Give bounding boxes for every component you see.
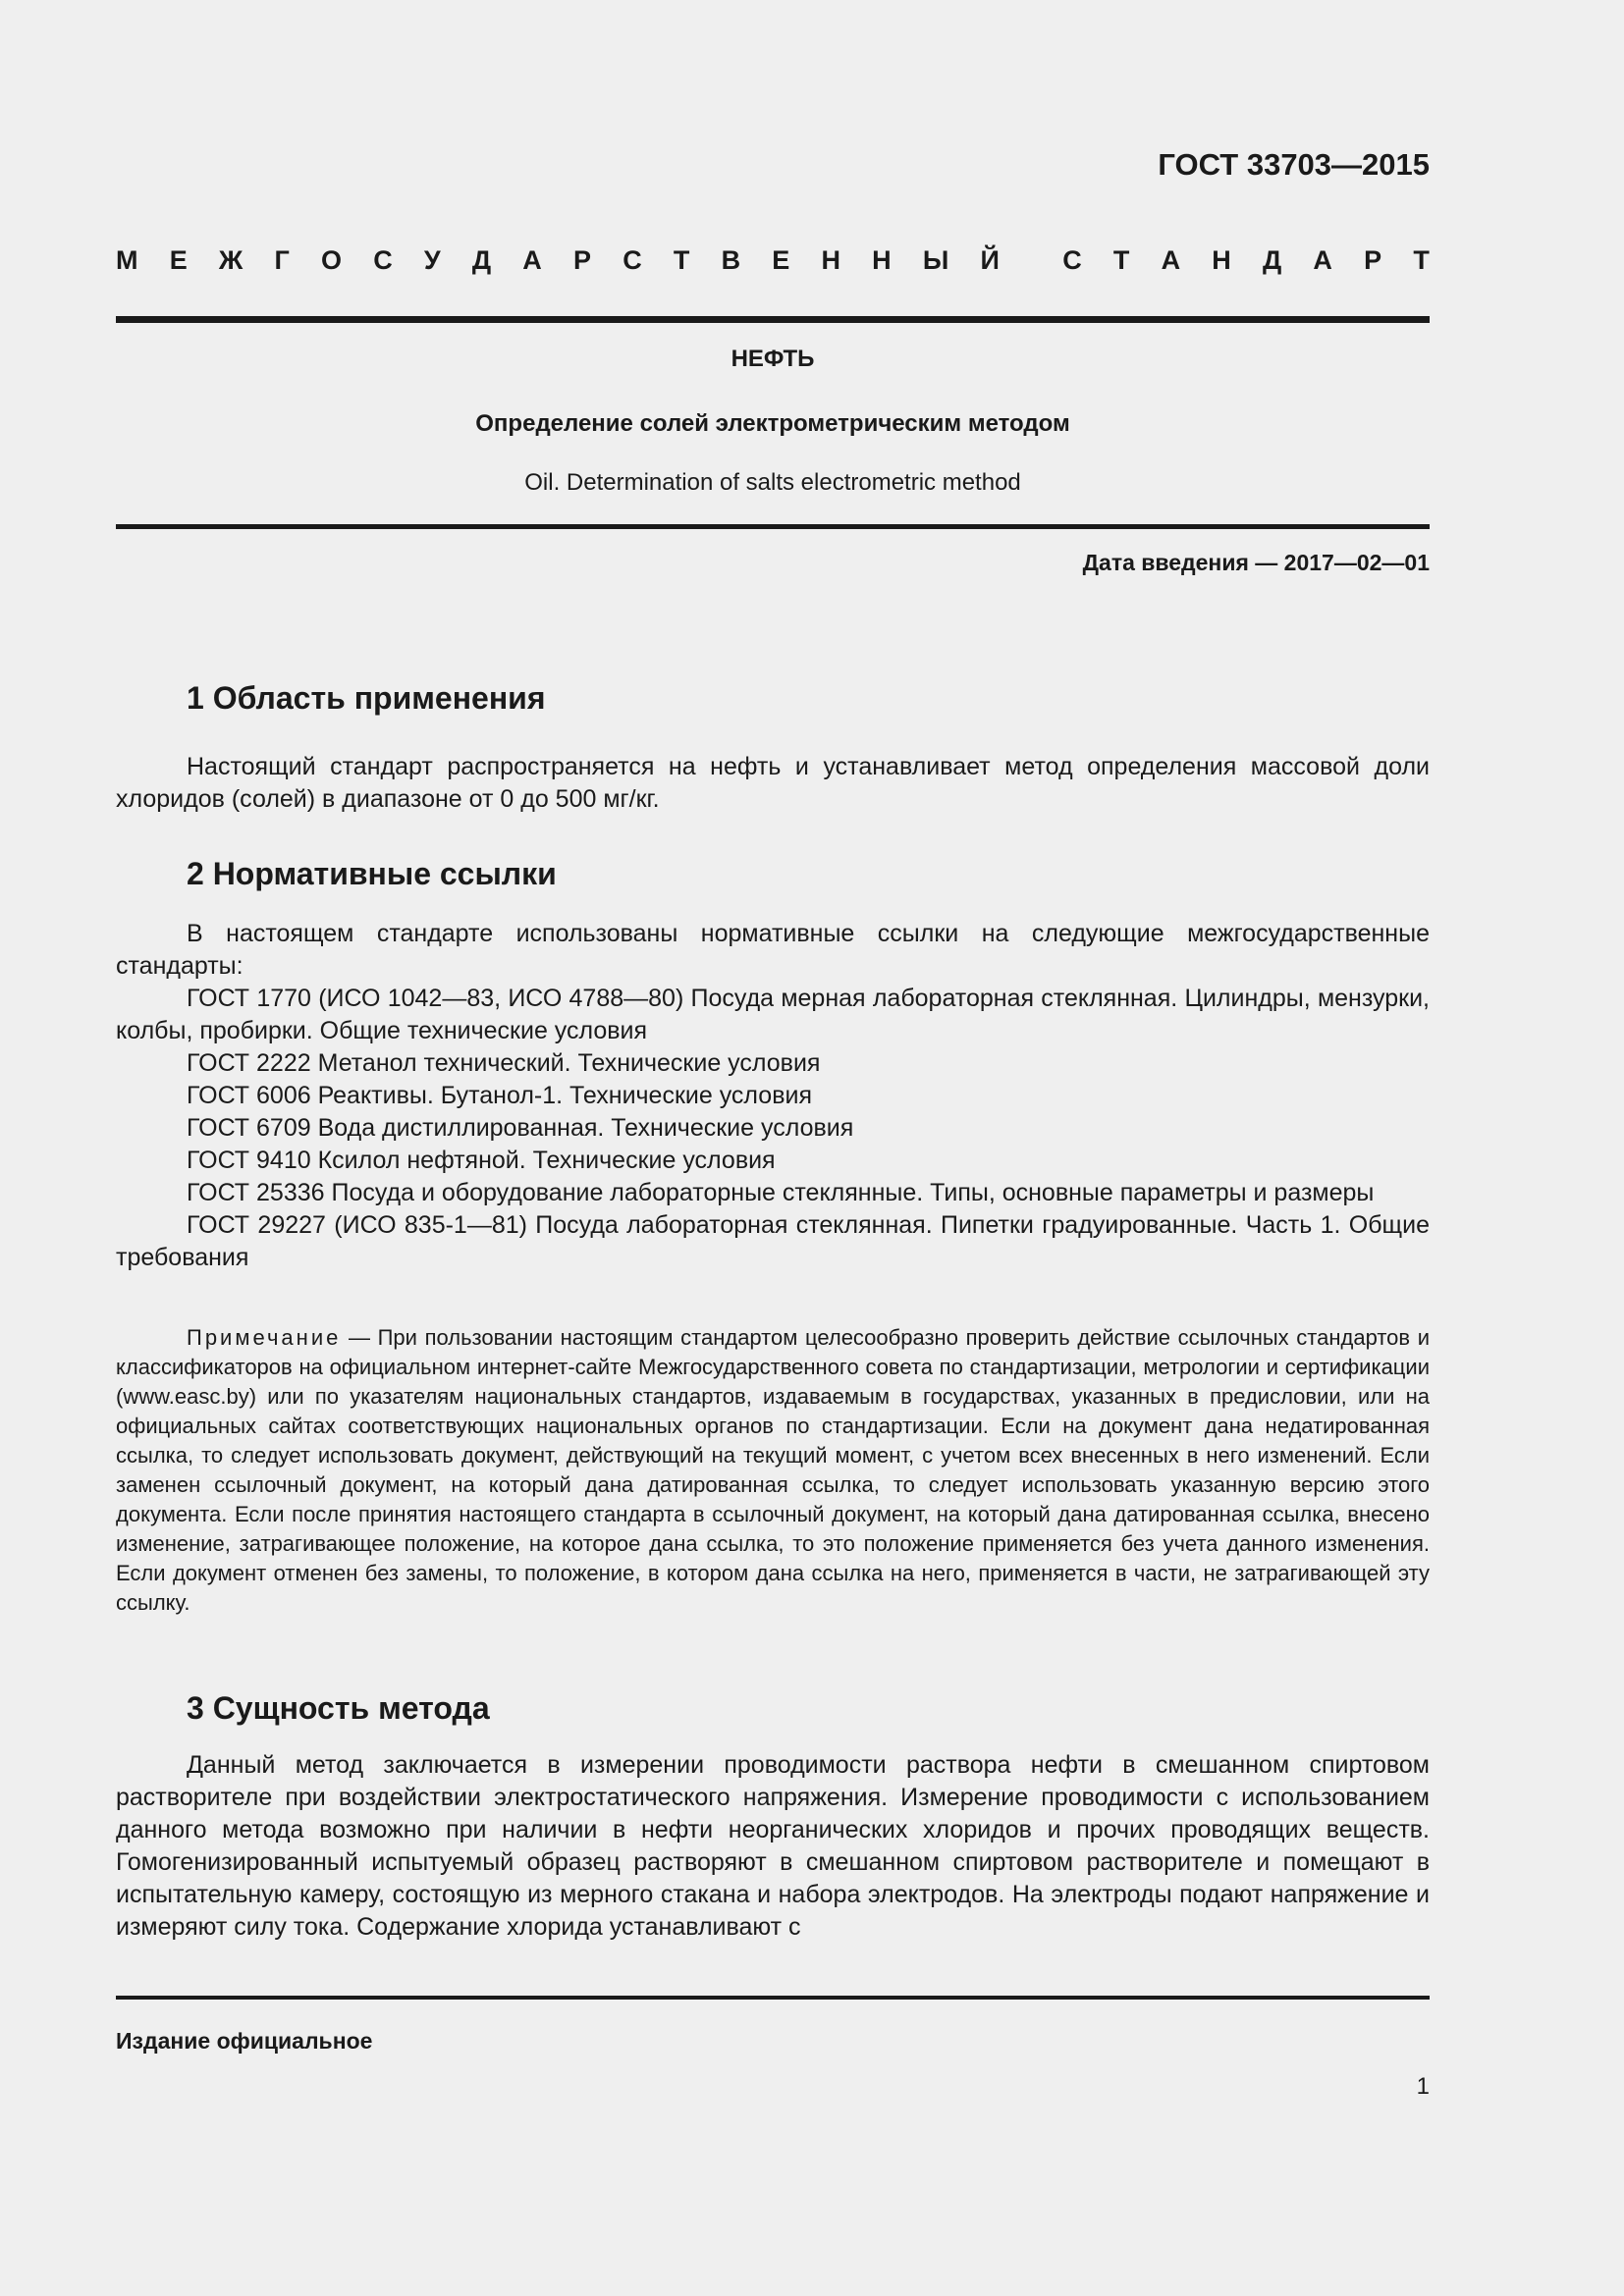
banner-letter: Т	[673, 245, 690, 275]
banner-letter: Р	[572, 245, 591, 275]
reference-item: ГОСТ 25336 Посуда и оборудование лабораторные стеклянные. Типы, основные параметры и размеры	[187, 1179, 1375, 1206]
banner-letter: Д	[1262, 245, 1282, 275]
banner-letter: Р	[1364, 245, 1382, 275]
footer-rule	[116, 1996, 1430, 2000]
section-1-heading: 1 Область применения	[187, 680, 546, 716]
references-note	[116, 1323, 1430, 1618]
banner-letter: С	[373, 245, 393, 275]
section-3-heading: 3 Сущность метода	[187, 1690, 490, 1726]
note-label: Примечание	[187, 1325, 342, 1350]
banner-letter: С	[1062, 245, 1082, 275]
banner-letter: Н	[872, 245, 892, 275]
standard-banner	[116, 245, 1430, 276]
banner-letter: С	[623, 245, 642, 275]
banner-letter: Н	[1212, 245, 1231, 275]
banner-letter: А	[1313, 245, 1332, 275]
banner-letter: В	[721, 245, 741, 275]
reference-item: ГОСТ 2222 Метанол технический. Технические условия	[187, 1049, 821, 1077]
banner-letter: Т	[1413, 245, 1430, 275]
document-page	[116, 0, 1430, 2296]
section-3-text: Данный метод заключается в измерении проводимости раствора нефти в смешанном спиртовом растворителе при воздействии электростатического напряжения. Измерение проводимости с использованием данного метода возможно при наличии в нефти неорганических хлоридов и прочих проводящих веществ. Гомогенизированный испытуемый образец растворяют в смешанном спиртовом растворителе и помещают в испытательную камеру, состоящую из мерного стакана и набора электродов. На электроды подают напряжение и измеряют силу тока. Содержание хлорида устанавливают с	[116, 1751, 1430, 1941]
banner-letter: Ж	[218, 245, 244, 275]
standard-title: НЕФТЬ	[731, 346, 815, 372]
page-number: 1	[1416, 2073, 1430, 2100]
banner-letter: У	[423, 245, 441, 275]
banner-letter: Т	[1112, 245, 1130, 275]
references-intro: В настоящем стандарте использованы нормативные ссылки на следующие межгосударственные стандарты:	[116, 920, 1430, 980]
references-list	[116, 918, 1430, 1274]
section-1-text: Настоящий стандарт распространяется на нефть и устанавливает метод определения массовой доли хлоридов (солей) в диапазоне от 0 до 500 мг/кг.	[116, 753, 1430, 813]
banner-letter: Й	[980, 245, 1000, 275]
standard-subtitle: Определение солей электрометрическим методом	[475, 410, 1070, 437]
banner-letter: Д	[471, 245, 492, 275]
reference-item: ГОСТ 9410 Ксилол нефтяной. Технические условия	[187, 1147, 776, 1174]
banner-letter: А	[522, 245, 542, 275]
reference-item: ГОСТ 1770 (ИСО 1042—83, ИСО 4788—80) Посуда мерная лабораторная стеклянная. Цилиндры, мензурки, колбы, пробирки. Общие технические условия	[116, 985, 1430, 1044]
section-2-heading: 2 Нормативные ссылки	[187, 856, 557, 891]
banner-letter: А	[1161, 245, 1181, 275]
reference-item: ГОСТ 6709 Вода дистиллированная. Технические условия	[187, 1114, 854, 1142]
standard-english-title: Oil. Determination of salts electrometric method	[524, 469, 1021, 496]
reference-item: ГОСТ 6006 Реактивы. Бутанол-1. Технические условия	[187, 1082, 812, 1109]
introduction-date: Дата введения — 2017—02—01	[1082, 550, 1430, 575]
banner-letter: О	[320, 245, 342, 275]
title-rule	[116, 524, 1430, 529]
note-text: — При пользовании настоящим стандартом целесообразно проверить действие ссылочных стандартов и классификаторов на официальном интернет-сайте Межгосударственного совета по стандартизации, метрологии и сертификации (www.easc.by) или по указателям национальных стандартов, издаваемым в государствах, указанных в предисловии, или на официальных сайтах соответствующих национальных органов по стандартизации. Если на документ дана недатированная ссылка, то следует использовать документ, действующий на текущий момент, с учетом всех внесенных в него изменений. Если заменен ссылочный документ, на который дана датированная ссылка, то следует использовать указанную версию этого документа. Если после принятия настоящего стандарта в ссылочный документ, на который дана датированная ссылка, внесено изменение, затрагивающее положение, на которое дана ссылка, то это положение применяется без учета данного изменения. Если документ отменен без замены, то положение, в котором дана ссылка на него, применяется в части, не затрагивающей эту ссылку.	[116, 1325, 1431, 1615]
banner-letter: Е	[772, 245, 790, 275]
document-number: ГОСТ 33703—2015	[1158, 147, 1430, 182]
banner-letter: М	[116, 245, 138, 275]
banner-letter: Г	[274, 245, 290, 275]
banner-letter: Н	[821, 245, 840, 275]
official-edition-label: Издание официальное	[116, 2028, 373, 2054]
banner-letter: Ы	[922, 245, 949, 275]
banner-letter: Е	[169, 245, 188, 275]
reference-item: ГОСТ 29227 (ИСО 835-1—81) Посуда лабораторная стеклянная. Пипетки градуированные. Часть 1. Общие требования	[116, 1211, 1430, 1271]
header-rule	[116, 316, 1430, 323]
